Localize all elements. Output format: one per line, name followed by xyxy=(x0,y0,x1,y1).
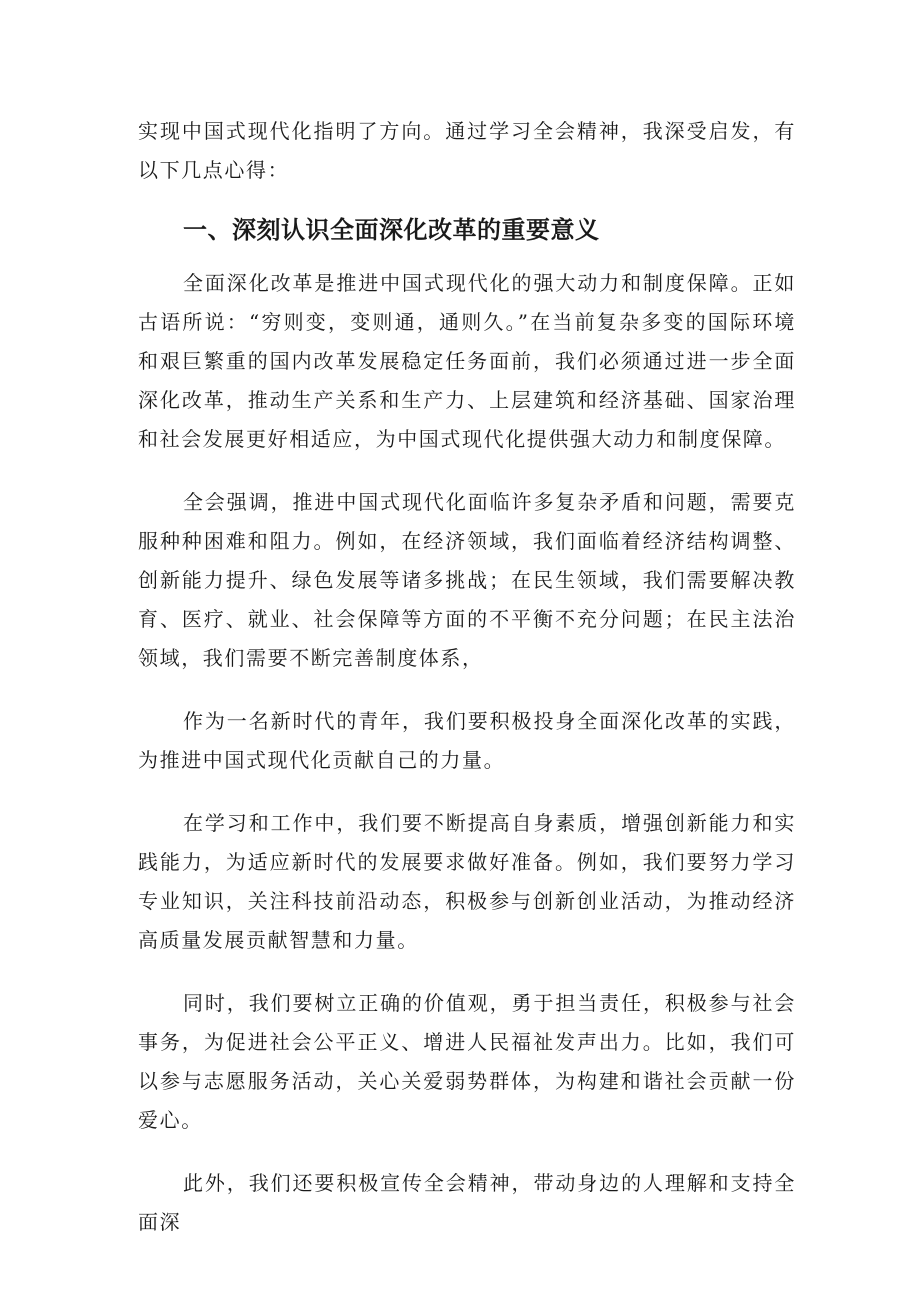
paragraph-significance: 全面深化改革是推进中国式现代化的强大动力和制度保障。正如古语所说：“穷则变，变则通，通则久。”在当前复杂多变的国际环境和艰巨繁重的国内改革发展稳定任务面前，我们必须通过进一步全面深化改革，推动生产关系和生产力、上层建筑和经济基础、国家治理和社会发展更好相适应，为中国式现代化提供强大动力和制度保障。 xyxy=(138,271,796,451)
section-heading: 一、深刻认识全面深化改革的重要意义 xyxy=(183,216,600,244)
paragraph-values: 同时，我们要树立正确的价值观，勇于担当责任，积极参与社会事务，为促进社会公平正义、增进人民福祉发声出力。比如，我们可以参与志愿服务活动，关心关爱弱势群体，为构建和谐社会贡献一份爱心。 xyxy=(138,991,796,1132)
paragraph-promote: 此外，我们还要积极宣传全会精神，带动身边的人理解和支持全面深 xyxy=(138,1171,796,1234)
document-body xyxy=(138,112,796,1242)
paragraph-intro: 实现中国式现代化指明了方向。通过学习全会精神，我深受启发，有以下几点心得： xyxy=(138,119,796,182)
paragraph-study-work: 在学习和工作中，我们要不断提高自身素质，增强创新能力和实践能力，为适应新时代的发展要求做好准备。例如，我们要努力学习专业知识，关注科技前沿动态，积极参与创新创业活动，为推动经济高质量发展贡献智慧和力量。 xyxy=(138,811,796,952)
paragraph-youth: 作为一名新时代的青年，我们要积极投身全面深化改革的实践，为推进中国式现代化贡献自己的力量。 xyxy=(138,709,796,772)
paragraph-challenges: 全会强调，推进中国式现代化面临许多复杂矛盾和问题，需要克服种种困难和阻力。例如，在经济领域，我们面临着经济结构调整、创新能力提升、绿色发展等诸多挑战；在民生领域，我们需要解决教育、医疗、就业、社会保障等方面的不平衡不充分问题；在民主法治领域，我们需要不断完善制度体系， xyxy=(138,490,796,670)
